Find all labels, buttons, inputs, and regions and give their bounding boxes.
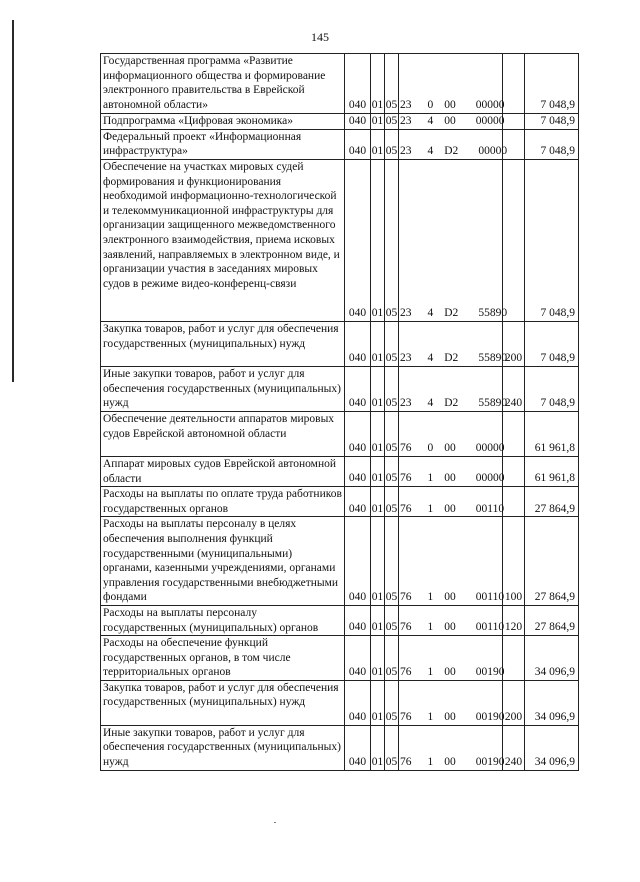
subsection-code: 05 bbox=[385, 517, 399, 606]
expense-type-code bbox=[503, 456, 525, 486]
row-name: Закупка товаров, работ и услуг для обеспечения государственных (муниципальных) нужд bbox=[101, 321, 345, 366]
target-article-code bbox=[399, 129, 508, 159]
subsection-code: 05 bbox=[385, 366, 399, 411]
amount: 7 048,9 bbox=[525, 159, 579, 321]
table-row bbox=[101, 159, 579, 321]
amount: 27 864,9 bbox=[525, 487, 579, 517]
target-program-code: 76 bbox=[400, 442, 412, 455]
expense-type-code: 240 bbox=[503, 725, 525, 770]
table-row bbox=[101, 411, 579, 456]
subsection-code: 05 bbox=[385, 321, 399, 366]
target-direction-code: 00110 bbox=[475, 621, 505, 634]
ministry-code: 040 bbox=[345, 366, 371, 411]
section-code: 01 bbox=[371, 605, 385, 635]
section-code: 01 bbox=[371, 680, 385, 725]
table-row bbox=[101, 366, 579, 411]
target-direction-code: 00190 bbox=[475, 711, 505, 724]
subsection-code: 05 bbox=[385, 129, 399, 159]
target-event-code: 00 bbox=[444, 666, 456, 679]
binding-line bbox=[12, 20, 14, 382]
target-direction-code: 00000 bbox=[475, 115, 505, 127]
expense-type-code bbox=[503, 487, 525, 517]
expense-type-code bbox=[503, 636, 525, 681]
target-event-code: D2 bbox=[444, 352, 459, 365]
target-program-code: 76 bbox=[400, 502, 412, 515]
page-number: 145 bbox=[311, 30, 329, 44]
target-direction-code: 55890 bbox=[478, 352, 508, 365]
section-code: 01 bbox=[371, 321, 385, 366]
table-row bbox=[101, 129, 579, 159]
amount: 34 096,9 bbox=[525, 636, 579, 681]
ministry-code: 040 bbox=[345, 487, 371, 517]
target-article-code bbox=[399, 54, 503, 114]
target-subprogram-code: 4 bbox=[427, 145, 434, 158]
section-code: 01 bbox=[371, 159, 385, 321]
section-code: 01 bbox=[371, 456, 385, 486]
ministry-code: 040 bbox=[345, 129, 371, 159]
row-name: Расходы на выплаты по оплате труда работников государственных органов bbox=[101, 487, 345, 517]
row-name: Закупка товаров, работ и услуг для обеспечения государственных (муниципальных) нужд bbox=[101, 680, 345, 725]
expense-type-code bbox=[503, 54, 525, 114]
expense-type-code: 240 bbox=[503, 366, 525, 411]
target-direction-code: 00000 bbox=[475, 472, 505, 485]
target-subprogram-code: 4 bbox=[427, 397, 434, 410]
expense-type-code bbox=[503, 159, 525, 321]
target-article-code bbox=[399, 321, 508, 366]
table-row bbox=[101, 680, 579, 725]
target-direction-code: 00000 bbox=[475, 99, 505, 112]
budget-table bbox=[100, 53, 579, 771]
table-row bbox=[101, 517, 579, 606]
target-event-code: D2 bbox=[444, 397, 459, 410]
amount: 34 096,9 bbox=[525, 680, 579, 725]
target-article-code bbox=[399, 636, 503, 681]
table-row bbox=[101, 114, 579, 130]
section-code: 01 bbox=[371, 129, 385, 159]
target-event-code: 00 bbox=[444, 442, 456, 455]
ministry-code: 040 bbox=[345, 517, 371, 606]
target-subprogram-code: 0 bbox=[427, 99, 434, 112]
subsection-code: 05 bbox=[385, 725, 399, 770]
row-name: Расходы на выплаты персоналу государственных (муниципальных) органов bbox=[101, 605, 345, 635]
row-name: Обеспечение деятельности аппаратов мировых судов Еврейской автономной области bbox=[101, 411, 345, 456]
target-program-code: 76 bbox=[400, 666, 412, 679]
target-direction-code: 55890 bbox=[478, 397, 508, 410]
target-article-code bbox=[399, 456, 503, 486]
section-code: 01 bbox=[371, 517, 385, 606]
target-article-code bbox=[399, 411, 503, 456]
section-code: 01 bbox=[371, 114, 385, 130]
row-name: Расходы на выплаты персоналу в целях обеспечения выполнения функций государственными (муниципальными) органами, казенными учреждениями, органами управления государственными внебюджетными фондами bbox=[101, 517, 345, 606]
row-name: Аппарат мировых судов Еврейской автономной области bbox=[101, 456, 345, 486]
subsection-code: 05 bbox=[385, 636, 399, 681]
target-article-code bbox=[399, 487, 503, 517]
ministry-code: 040 bbox=[345, 321, 371, 366]
target-program-code: 23 bbox=[400, 99, 412, 112]
table-row bbox=[101, 605, 579, 635]
target-subprogram-code: 1 bbox=[427, 591, 434, 604]
target-program-code: 76 bbox=[400, 756, 412, 769]
ministry-code: 040 bbox=[345, 159, 371, 321]
target-direction-code: 00000 bbox=[475, 442, 505, 455]
amount: 7 048,9 bbox=[525, 366, 579, 411]
section-code: 01 bbox=[371, 366, 385, 411]
target-program-code: 23 bbox=[400, 145, 412, 158]
amount: 61 961,8 bbox=[525, 456, 579, 486]
section-code: 01 bbox=[371, 54, 385, 114]
target-direction-code: 55890 bbox=[478, 307, 508, 320]
target-program-code: 76 bbox=[400, 472, 412, 485]
row-name: Расходы на обеспечение функций государственных органов, в том числе территориальных органов bbox=[101, 636, 345, 681]
ministry-code: 040 bbox=[345, 605, 371, 635]
amount: 7 048,9 bbox=[525, 129, 579, 159]
target-subprogram-code: 1 bbox=[427, 621, 434, 634]
ministry-code: 040 bbox=[345, 680, 371, 725]
ministry-code: 040 bbox=[345, 725, 371, 770]
target-article-code bbox=[399, 114, 503, 130]
target-article-code bbox=[399, 605, 503, 635]
target-subprogram-code: 4 bbox=[427, 352, 434, 365]
target-direction-code: 00110 bbox=[475, 502, 505, 515]
table-row bbox=[101, 725, 579, 770]
expense-type-code: 100 bbox=[503, 517, 525, 606]
target-subprogram-code: 1 bbox=[427, 472, 434, 485]
target-direction-code: 00190 bbox=[475, 666, 505, 679]
ministry-code: 040 bbox=[345, 636, 371, 681]
target-direction-code: 00000 bbox=[478, 145, 508, 158]
target-program-code: 23 bbox=[400, 397, 412, 410]
expense-type-code: 200 bbox=[503, 680, 525, 725]
target-subprogram-code: 1 bbox=[427, 666, 434, 679]
target-event-code: 00 bbox=[444, 502, 456, 515]
expense-type-code bbox=[503, 114, 525, 130]
target-article-code bbox=[399, 725, 503, 770]
expense-type-code bbox=[503, 411, 525, 456]
target-event-code: 00 bbox=[444, 472, 456, 485]
target-program-code: 23 bbox=[400, 352, 412, 365]
amount: 7 048,9 bbox=[525, 321, 579, 366]
target-event-code: 00 bbox=[444, 711, 456, 724]
target-subprogram-code: 1 bbox=[427, 756, 434, 769]
section-code: 01 bbox=[371, 725, 385, 770]
row-name: Государственная программа «Развитие информационного общества и формирование электронного правительства в Еврейской автономной области» bbox=[101, 54, 345, 114]
target-article-code bbox=[399, 159, 508, 321]
target-event-code: 00 bbox=[444, 99, 456, 112]
ministry-code: 040 bbox=[345, 54, 371, 114]
target-event-code: 00 bbox=[444, 756, 456, 769]
target-event-code: 00 bbox=[444, 591, 456, 604]
subsection-code: 05 bbox=[385, 159, 399, 321]
target-article-code bbox=[399, 366, 508, 411]
scan-speck bbox=[274, 822, 276, 823]
target-subprogram-code: 1 bbox=[427, 502, 434, 515]
target-subprogram-code: 0 bbox=[427, 442, 434, 455]
target-program-code: 23 bbox=[400, 115, 412, 127]
amount: 34 096,9 bbox=[525, 725, 579, 770]
target-program-code: 76 bbox=[400, 711, 412, 724]
subsection-code: 05 bbox=[385, 680, 399, 725]
table-row bbox=[101, 54, 579, 114]
target-subprogram-code: 1 bbox=[427, 711, 434, 724]
section-code: 01 bbox=[371, 636, 385, 681]
target-direction-code: 00190 bbox=[475, 756, 505, 769]
expense-type-code: 200 bbox=[503, 321, 525, 366]
target-event-code: 00 bbox=[444, 115, 456, 127]
subsection-code: 05 bbox=[385, 456, 399, 486]
target-program-code: 23 bbox=[400, 307, 412, 320]
ministry-code: 040 bbox=[345, 411, 371, 456]
target-program-code: 76 bbox=[400, 621, 412, 634]
amount: 27 864,9 bbox=[525, 605, 579, 635]
table-row bbox=[101, 321, 579, 366]
target-program-code: 76 bbox=[400, 591, 412, 604]
target-event-code: D2 bbox=[444, 307, 459, 320]
expense-type-code: 120 bbox=[503, 605, 525, 635]
section-code: 01 bbox=[371, 487, 385, 517]
row-name: Подпрограмма «Цифровая экономика» bbox=[101, 114, 345, 130]
amount: 7 048,9 bbox=[525, 54, 579, 114]
ministry-code: 040 bbox=[345, 456, 371, 486]
target-subprogram-code: 4 bbox=[427, 115, 434, 127]
target-article-code bbox=[399, 517, 503, 606]
target-subprogram-code: 4 bbox=[427, 307, 434, 320]
subsection-code: 05 bbox=[385, 487, 399, 517]
row-name: Иные закупки товаров, работ и услуг для обеспечения государственных (муниципальных) нужд bbox=[101, 366, 345, 411]
target-direction-code: 00110 bbox=[475, 591, 505, 604]
amount: 61 961,8 bbox=[525, 411, 579, 456]
ministry-code: 040 bbox=[345, 114, 371, 130]
subsection-code: 05 bbox=[385, 114, 399, 130]
table-row bbox=[101, 636, 579, 681]
row-name: Федеральный проект «Информационная инфраструктура» bbox=[101, 129, 345, 159]
subsection-code: 05 bbox=[385, 411, 399, 456]
row-name: Обеспечение на участках мировых судей формирования и функционирования необходимой информационно-технологической и телекоммуникационной инфраструктуры для организации защищенного межведомственного электронного взаимодействия, приема исковых заявлений, направляемых в электронном виде, и организации участия в заседаниях мировых судов в режиме видео-конференц-связи bbox=[101, 159, 345, 321]
target-article-code bbox=[399, 680, 503, 725]
section-code: 01 bbox=[371, 411, 385, 456]
amount: 7 048,9 bbox=[525, 114, 579, 130]
target-event-code: D2 bbox=[444, 145, 459, 158]
subsection-code: 05 bbox=[385, 54, 399, 114]
target-event-code: 00 bbox=[444, 621, 456, 634]
row-name: Иные закупки товаров, работ и услуг для обеспечения государственных (муниципальных) нужд bbox=[101, 725, 345, 770]
amount: 27 864,9 bbox=[525, 517, 579, 606]
subsection-code: 05 bbox=[385, 605, 399, 635]
table-row bbox=[101, 456, 579, 486]
table-row bbox=[101, 487, 579, 517]
